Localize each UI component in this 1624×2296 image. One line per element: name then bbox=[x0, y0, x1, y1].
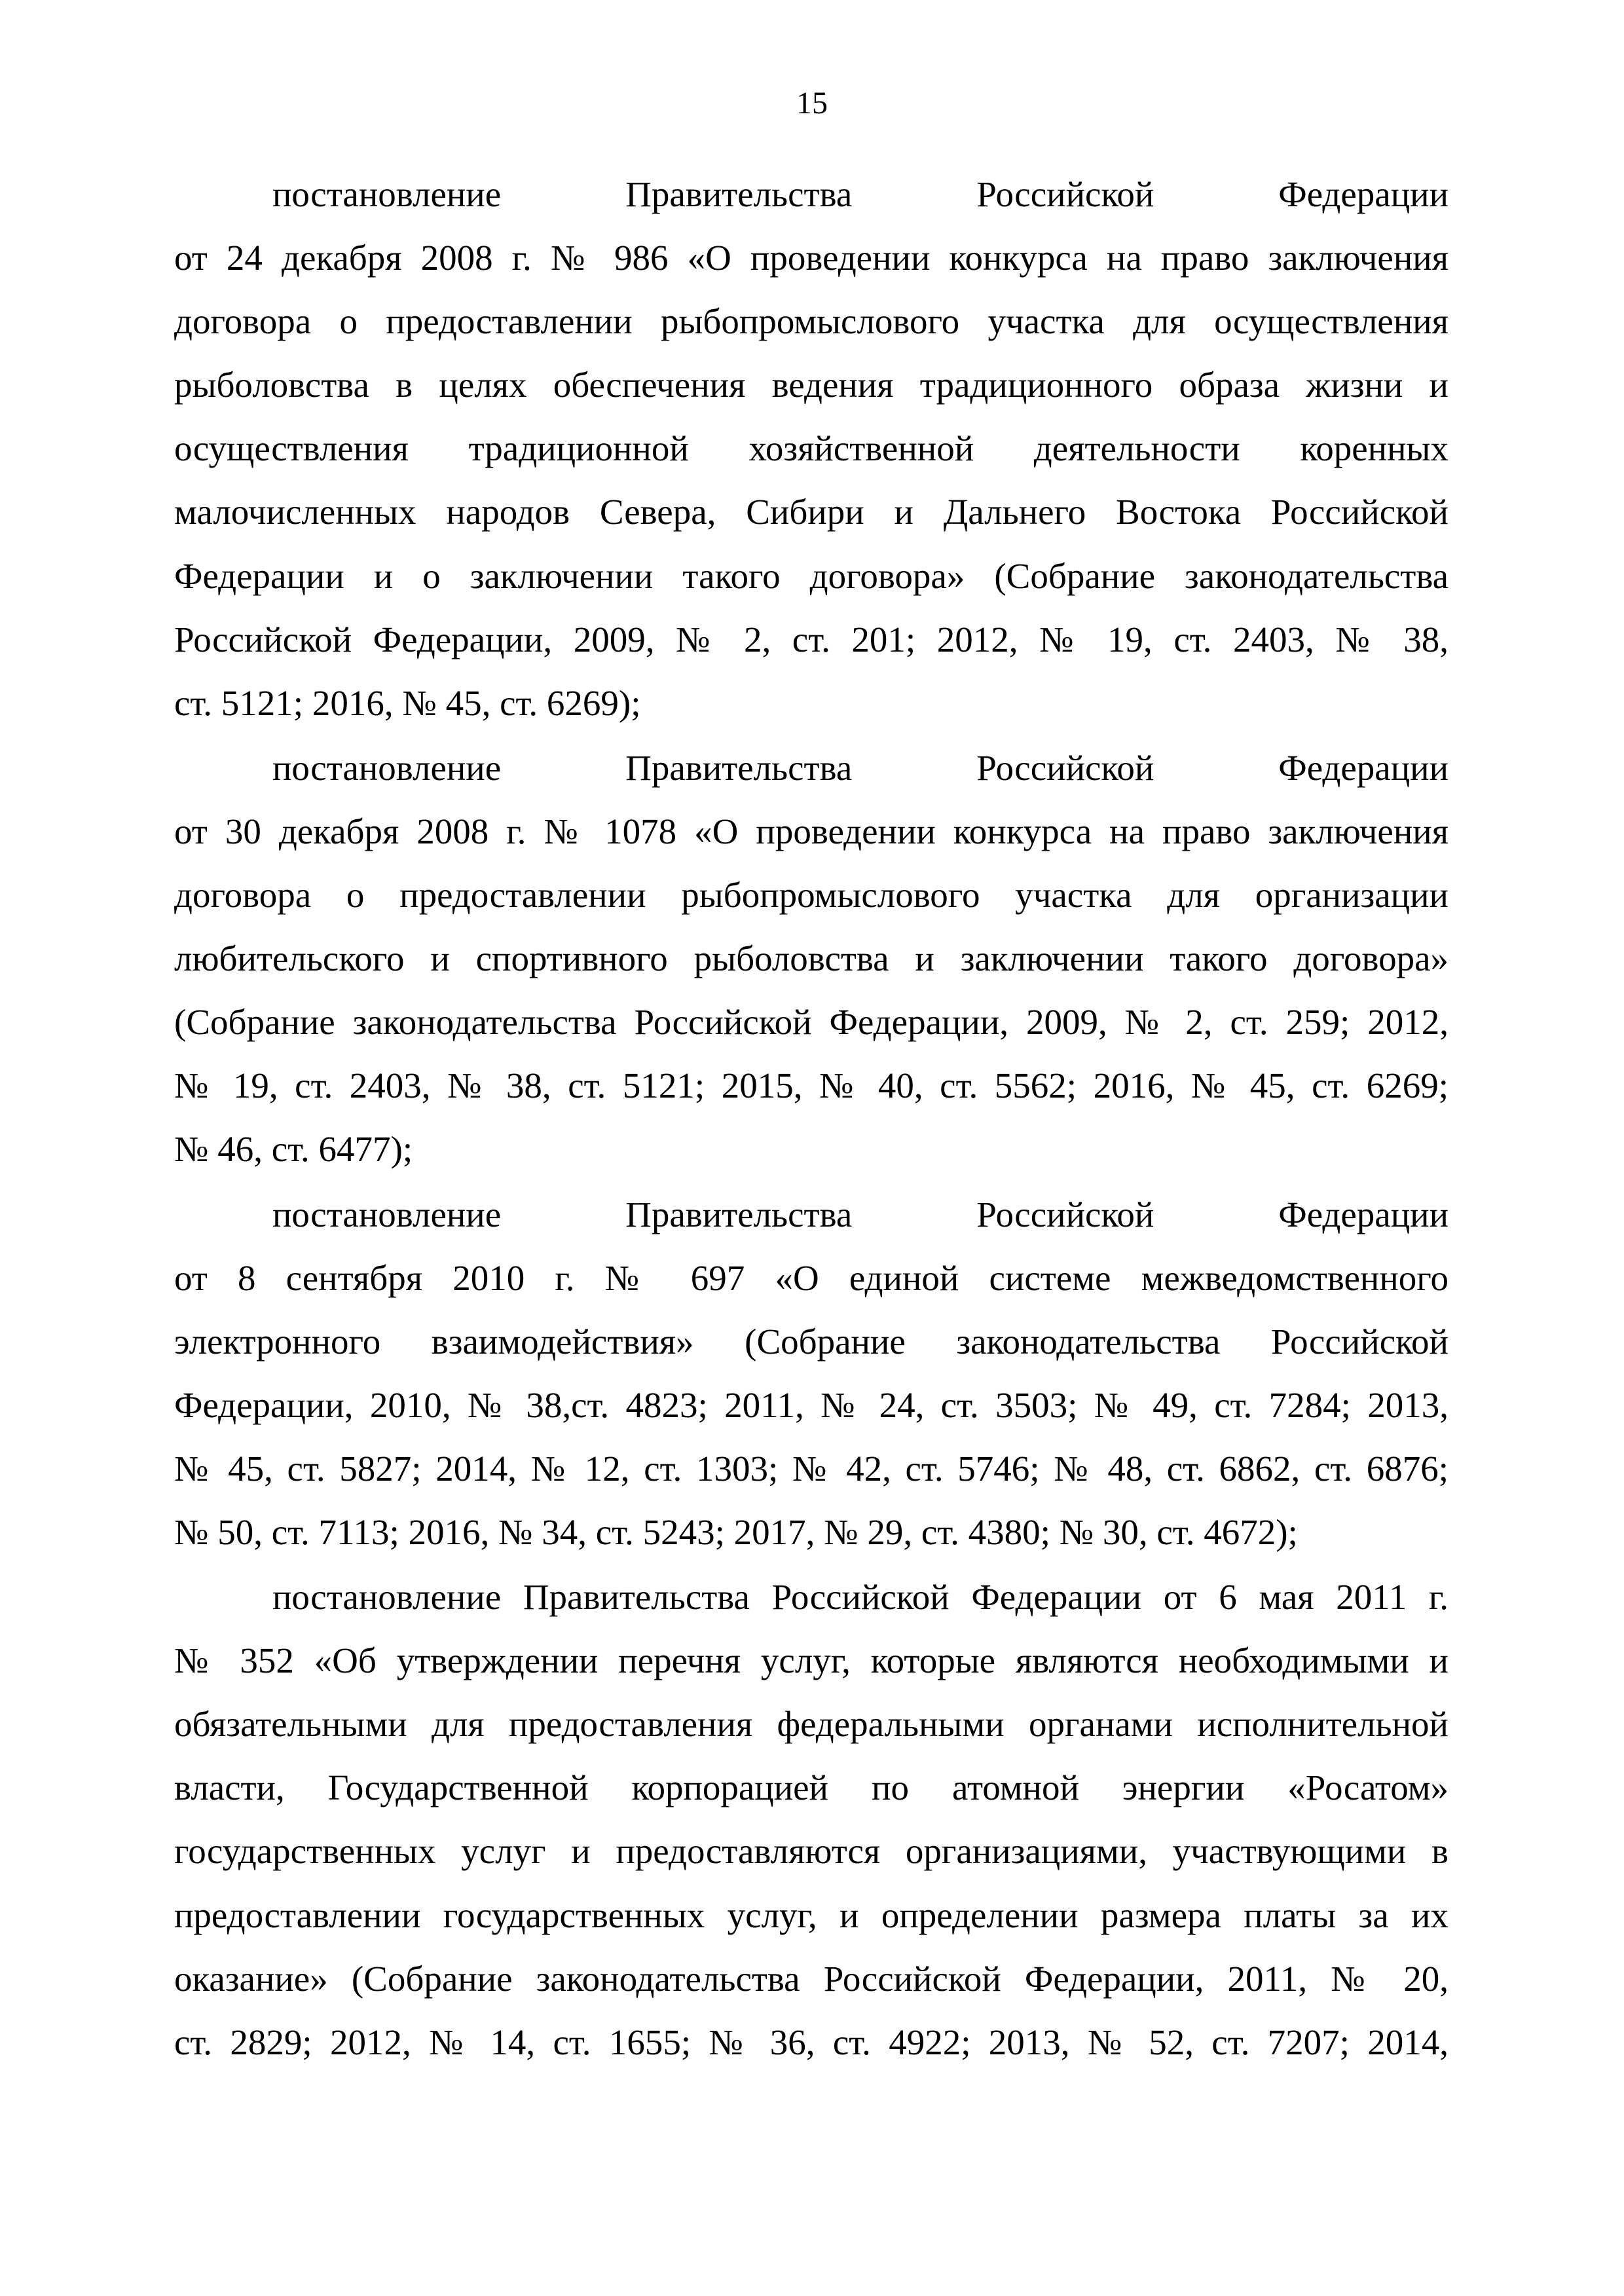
paragraph-line: № 352 «Об утверждении перечня услуг, которые являются необходимыми и bbox=[174, 1640, 1449, 1681]
paragraph-line: ст. 2829; 2012, № 14, ст. 1655; № 36, ст. 4922; 2013, № 52, ст. 7207; 2014, bbox=[174, 2022, 1449, 2062]
paragraph-resolution-352 bbox=[174, 1565, 1449, 2074]
paragraph-line: власти, Государственной корпорацией по атомной энергии «Росатом» bbox=[174, 1768, 1449, 1808]
paragraph-line: электронного взаимодействия» (Собрание законодательства Российской bbox=[174, 1321, 1449, 1361]
document-body bbox=[174, 162, 1449, 2075]
paragraph-line: осуществления традиционной хозяйственной деятельности коренных bbox=[174, 428, 1449, 469]
paragraph-line: постановление Правительства Российской Федерации от 6 мая 2011 г. bbox=[272, 1577, 1449, 1618]
paragraph-line: ст. 5121; 2016, № 45, ст. 6269); bbox=[174, 682, 641, 723]
paragraph-line: государственных услуг и предоставляются организациями, участвующими в bbox=[174, 1831, 1449, 1872]
paragraph-line: договора о предоставлении рыбопромыслового участка для осуществления bbox=[174, 301, 1449, 342]
paragraph-line: Российской Федерации, 2009, № 2, ст. 201; 2012, № 19, ст. 2403, № 38, bbox=[174, 619, 1449, 659]
page-number: 15 bbox=[796, 86, 828, 120]
paragraph-line: рыболовства в целях обеспечения ведения традиционного образа жизни и bbox=[174, 365, 1449, 405]
paragraph-line: № 46, ст. 6477); bbox=[174, 1129, 413, 1170]
paragraph-resolution-697 bbox=[174, 1183, 1449, 1565]
paragraph-line: малочисленных народов Севера, Сибири и Дальнего Востока Российской bbox=[174, 492, 1449, 532]
paragraph-line: от 24 декабря 2008 г. № 986 «О проведении конкурса на право заключения bbox=[174, 238, 1449, 278]
paragraph-line: обязательными для предоставления федеральными органами исполнительной bbox=[174, 1704, 1449, 1745]
paragraph-resolution-986 bbox=[174, 162, 1449, 735]
paragraph-resolution-1078 bbox=[174, 736, 1449, 1181]
paragraph-line: № 19, ст. 2403, № 38, ст. 5121; 2015, № 40, ст. 5562; 2016, № 45, ст. 6269; bbox=[174, 1065, 1449, 1106]
paragraph-line: постановление Правительства Российской Федерации bbox=[272, 174, 1449, 214]
paragraph-line: постановление Правительства Российской Федерации bbox=[272, 1194, 1449, 1234]
paragraph-line: (Собрание законодательства Российской Федерации, 2009, № 2, ст. 259; 2012, bbox=[174, 1002, 1449, 1043]
paragraph-line: Федерации и о заключении такого договора» (Собрание законодательства bbox=[174, 555, 1449, 596]
paragraph-line: любительского и спортивного рыболовства и заключении такого договора» bbox=[174, 938, 1449, 979]
paragraph-line: договора о предоставлении рыбопромыслового участка для организации bbox=[174, 875, 1449, 916]
paragraph-line: постановление Правительства Российской Федерации bbox=[272, 747, 1449, 788]
paragraph-line: от 30 декабря 2008 г. № 1078 «О проведении конкурса на право заключения bbox=[174, 811, 1449, 851]
paragraph-line: предоставлении государственных услуг, и определении размера платы за их bbox=[174, 1895, 1449, 1935]
paragraph-line: от 8 сентября 2010 г. № 697 «О единой системе межведомственного bbox=[174, 1257, 1449, 1298]
paragraph-line: № 45, ст. 5827; 2014, № 12, ст. 1303; № 42, ст. 5746; № 48, ст. 6862, ст. 6876; bbox=[174, 1448, 1449, 1489]
paragraph-line: № 50, ст. 7113; 2016, № 34, ст. 5243; 2017, № 29, ст. 4380; № 30, ст. 4672); bbox=[174, 1511, 1298, 1552]
paragraph-line: оказание» (Собрание законодательства Российской Федерации, 2011, № 20, bbox=[174, 1958, 1449, 1999]
paragraph-line: Федерации, 2010, № 38,ст. 4823; 2011, № 24, ст. 3503; № 49, ст. 7284; 2013, bbox=[174, 1384, 1449, 1425]
